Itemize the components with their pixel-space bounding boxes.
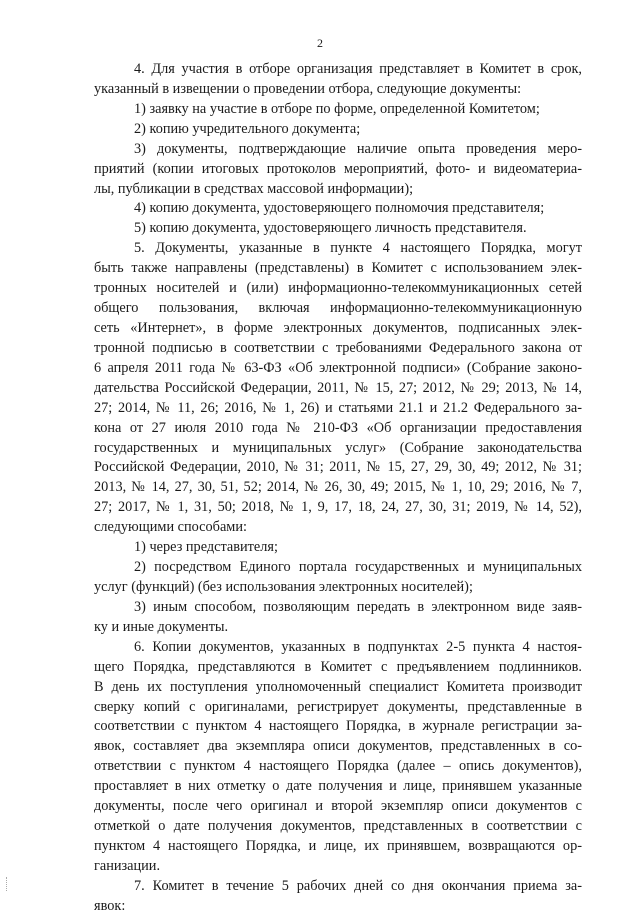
text-line: дательства Российской Федерации, 2011, № 15, 27; 2012, № 29; 2013, № 14, xyxy=(94,379,582,396)
text-line: общего пользования, включая информационно-телекоммуникационную xyxy=(94,300,582,317)
text-line: 7. Комитет в течение 5 рабочих дней со дня окончания приема за- xyxy=(134,877,582,894)
text-line: пунктом 4 настоящего Порядка, и лице, их принявшем, возвращаются ор- xyxy=(94,837,582,854)
text-line: 4. Для участия в отборе организация представляет в Комитет в срок, xyxy=(134,61,582,77)
document-body xyxy=(94,60,582,917)
text-line: 4) копию документа, удостоверяющего полномочия представителя; xyxy=(134,200,545,217)
text-line: соответствии с пунктом 4 настоящего Порядка, в журнале регистрации за- xyxy=(94,718,582,735)
text-line: услуг (функций) (без использования электронных носителей); xyxy=(94,578,473,595)
text-line: 1) заявку на участие в отборе по форме, определенной Комитетом; xyxy=(134,100,540,117)
text-line: отметкой о дате получения документов, представленных в соответствии с xyxy=(94,818,582,835)
text-line: указанный в извещении о проведении отбора, следующие документы: xyxy=(94,80,522,97)
text-line: 6 апреля 2011 года № 63-ФЗ «Об электронной подписи» (Собрание законо- xyxy=(94,359,582,376)
text-line: 1) через представителя; xyxy=(134,539,278,556)
text-line: следующими способами: xyxy=(94,519,247,536)
text-line: 6. Копии документов, указанных в подпунктах 2-5 пункта 4 настоя- xyxy=(134,638,582,655)
text-line: 27; 2017, № 1, 31, 50; 2018, № 1, 9, 17, 18, 24, 27, 30, 31; 2019, № 14, 52), xyxy=(94,499,582,516)
text-line: щего Порядка, представляются в Комитет с предъявлением подлинников. xyxy=(94,658,582,675)
text-line: 2013, № 14, 27, 30, 51, 52; 2014, № 26, 30, 49; 2015, № 1, 10, 29; 2016, № 7, xyxy=(94,479,582,496)
text-line: 2) посредством Единого портала государственных и муниципальных xyxy=(134,559,582,576)
text-line: сверку копий с оригиналами, регистрирует документы, представленные в xyxy=(94,698,582,715)
text-line: государственных и муниципальных услуг» (Собрание законодательства xyxy=(94,439,582,456)
text-line: явок, составляет два экземпляра описи документов, представленных в со- xyxy=(94,738,582,755)
text-line: В день их поступления уполномоченный специалист Комитета производит xyxy=(94,678,582,695)
text-line: 3) иным способом, позволяющим передать в электронном виде заяв- xyxy=(134,598,582,615)
text-line: 5) копию документа, удостоверяющего личность представителя. xyxy=(134,220,527,237)
text-line: лы, публикации в средствах массовой информации); xyxy=(94,180,414,197)
text-line: ку и иные документы. xyxy=(94,618,229,635)
text-line: приятий (копии итоговых протоколов мероприятий, фото- и видеоматериа- xyxy=(94,160,582,177)
text-line: проставляет в них отметку о дате получения и лице, принявшем указанные xyxy=(94,778,582,795)
scan-margin-mark xyxy=(6,877,9,891)
text-line: Российской Федерации, 2010, № 31; 2011, № 15, 27, 29, 30, 49; 2012, № 31; xyxy=(94,459,582,476)
text-line: 3) документы, подтверждающие наличие опыта проведения меро- xyxy=(134,140,582,157)
text-line: сеть «Интернет», в форме электронных документов, подписанных элек- xyxy=(94,319,582,336)
text-line: документы, после чего оригинал и второй экземпляр описи документов с xyxy=(94,798,582,815)
text-line: 27; 2014, № 11, 26; 2016, № 1, 26) и статьями 21.1 и 21.2 Федерального за- xyxy=(94,399,582,416)
text-line: быть также направлены (представлены) в Комитет с использованием элек- xyxy=(94,260,582,277)
text-line: тронных носителей и (или) информационно-телекоммуникационных сетей xyxy=(94,280,582,297)
page-number: 2 xyxy=(317,36,323,50)
text-line: ганизации. xyxy=(94,857,161,874)
text-line: 2) копию учредительного документа; xyxy=(134,120,361,137)
text-line: кона от 27 июля 2010 года № 210-ФЗ «Об организации предоставления xyxy=(94,419,582,436)
text-line: ответствии с пунктом 4 настоящего Порядка (далее – опись документов), xyxy=(94,758,582,775)
text-line: явок: xyxy=(94,897,126,914)
text-line: тронной подписью в соответствии с требованиями Федерального закона от xyxy=(94,339,582,356)
text-line: 5. Документы, указанные в пункте 4 настоящего Порядка, могут xyxy=(134,240,582,257)
